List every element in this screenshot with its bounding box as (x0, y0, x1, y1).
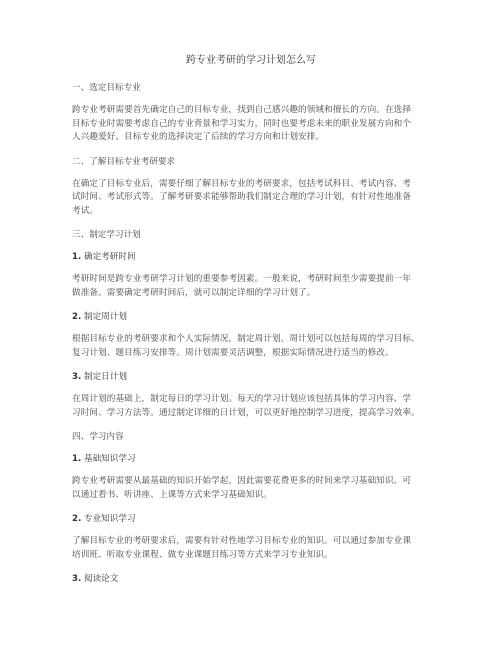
subsection-title: 专业知识学习 (81, 514, 136, 524)
subsection-number: 2. (72, 312, 82, 322)
subsection-title: 阅读论文 (81, 574, 119, 584)
paragraph-line: 在周计划的基础上，制定每日的学习计划。每天的学习计划应该包括具体的学习内容、学 (72, 394, 412, 404)
document-title: 跨专业考研的学习计划怎么写 (186, 55, 316, 66)
paragraph-line: 在确定了目标专业后，需要仔细了解目标专业的考研要求，包括考试科目、考试内容、考 (72, 178, 412, 189)
paragraph (72, 333, 430, 360)
subsection-number: 1. (72, 252, 82, 262)
paragraph-line: 试时间、考试形式等。了解考研要求能够帮助我们制定合理的学习计划，有针对性地准备 (72, 192, 412, 202)
subsection-heading (72, 251, 430, 263)
document-body (72, 82, 430, 585)
section-heading: 一、选定目标专业 (72, 83, 141, 93)
subsection-heading (72, 513, 430, 525)
paragraph-line: 了解目标专业的考研要求后，需要有针对性地学习目标专业的知识。可以通过参加专业课 (72, 536, 412, 546)
subsection-title: 基础知识学习 (81, 454, 136, 464)
paragraph-line: 习时间、学习方法等。通过制定详细的日计划，可以更好地控制学习进度，提高学习效率。 (72, 407, 420, 418)
paragraph-line: 根据目标专业的考研要求和个人实际情况，制定周计划。周计划可以包括每周的学习目标、 (72, 334, 420, 344)
paragraph (72, 273, 430, 300)
paragraph-line: 以通过看书、听讲座、上课等方式来学习基础知识。 (72, 489, 272, 500)
subsection-title: 确定考研时间 (81, 252, 136, 262)
paragraph-line: 考研时间是跨专业考研学习计划的重要参考因素。一般来说，考研时间至少需要提前一年 (72, 274, 412, 284)
subsection-title: 制定日计划 (81, 372, 127, 382)
subsection-number: 1. (72, 454, 82, 464)
paragraph (72, 535, 430, 562)
paragraph (72, 475, 430, 502)
section-heading: 三、制定学习计划 (72, 230, 141, 240)
paragraph (72, 178, 430, 219)
paragraph-line: 考试。 (72, 205, 99, 216)
subsection-heading (72, 311, 430, 323)
subsection-heading (72, 371, 430, 383)
subsection-number: 3. (72, 372, 82, 382)
subsection-heading (72, 453, 430, 465)
subsection-title: 制定周计划 (81, 312, 127, 322)
paragraph-line: 复习计划、题目练习安排等。周计划需要灵活调整，根据实际情况进行适当的修改。 (72, 347, 394, 358)
paragraph-line: 人兴趣爱好。目标专业的选择决定了后续的学习方向和计划安排。 (72, 132, 325, 142)
paragraph-line: 跨专业考研需要首先确定自己的目标专业，找到自己感兴趣的领域和擅长的方向。在选择 (72, 105, 412, 115)
paragraph-line: 做准备。需要确定考研时间后，就可以制定详细的学习计划了。 (72, 287, 316, 298)
paragraph-line: 培训班、听取专业课程、做专业课题目练习等方式来学习专业知识。 (72, 549, 333, 560)
paragraph-line: 跨专业考研需要从最基础的知识开始学起，因此需要花费更多的时间来学习基础知识。可 (72, 476, 412, 486)
subsection-number: 3. (72, 574, 82, 584)
subsection-heading (72, 573, 430, 585)
paragraph (72, 104, 430, 145)
section-heading: 四、学习内容 (72, 432, 124, 442)
paragraph (72, 393, 430, 420)
section-heading: 二、了解目标专业考研要求 (72, 156, 176, 167)
subsection-number: 2. (72, 514, 82, 524)
paragraph-line: 目标专业时需要考虑自己的专业背景和学习实力，同时也要考虑未来的职业发展方向和个 (72, 118, 412, 129)
